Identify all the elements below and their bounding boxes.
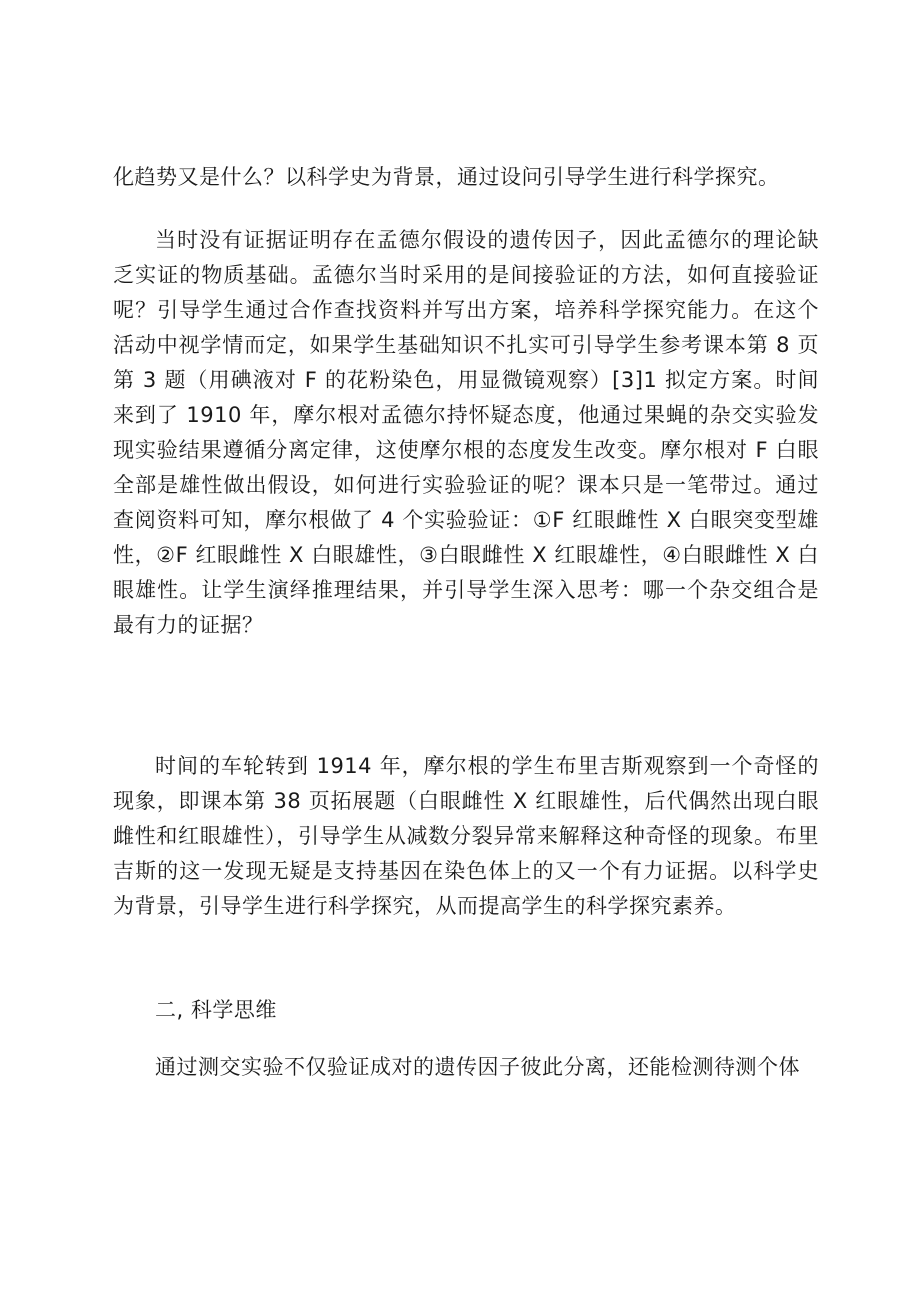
section-heading bbox=[113, 993, 819, 1028]
paragraph-text: 化趋势又是什么？以科学史为背景，通过设问引导学生进行科学探究。 bbox=[113, 165, 780, 189]
paragraph-bridges bbox=[113, 749, 819, 924]
paragraph-text: 时间的车轮转到 1914 年，摩尔根的学生布里吉斯观察到一个奇怪的现象，即课本第 38 页拓展题（白眼雌性 X 红眼雄性，后代偶然出现白眼雌性和红眼雄性），引导学生从减数分裂异常来解释这种奇怪的现象。布里吉斯的这一发现无疑是支持基因在染色体上的又一个有力证据。以科学史为背景，引导学生进行科学探究，从而提高学生的科学探究素养。 bbox=[113, 754, 819, 918]
paragraph-text: 通过测交实验不仅验证成对的遗传因子彼此分离，还能检测待测个体 bbox=[155, 1055, 800, 1079]
section-heading-text: 二, 科学思维 bbox=[155, 998, 277, 1022]
paragraph-text: 当时没有证据证明存在孟德尔假设的遗传因子，因此孟德尔的理论缺乏实证的物质基础。孟德尔当时采用的是间接验证的方法，如何直接验证呢？引导学生通过合作查找资料并写出方案，培养科学探究能力。在这个活动中视学情而定，如果学生基础知识不扎实可引导学生参考课本第 8 页第 3 题（用碘液对 F 的花粉染色，用显微镜观察）[3]1 拟定方案。时间来到了 1910 年，摩尔根对孟德尔持怀疑态度，他通过果蝇的杂交实验发现实验结果遵循分离定律，这使摩尔根的态度发生改变。摩尔根对 F 白眼全部是雄性做出假设，如何进行实验验证的呢？课本只是一笔带过。通过查阅资料可知，摩尔根做了 4 个实验验证：①F 红眼雌性 X 白眼突变型雄性，②F 红眼雌性 X 白眼雄性，③白眼雌性 X 红眼雄性，④白眼雌性 X 白眼雄性。让学生演绎推理结果，并引导学生深入思考：哪一个杂交组合是最有力的证据？ bbox=[113, 228, 819, 637]
paragraph-mendel-morgan bbox=[113, 223, 819, 643]
paragraph-continuation bbox=[113, 160, 819, 195]
paragraph-testcross bbox=[113, 1050, 819, 1085]
